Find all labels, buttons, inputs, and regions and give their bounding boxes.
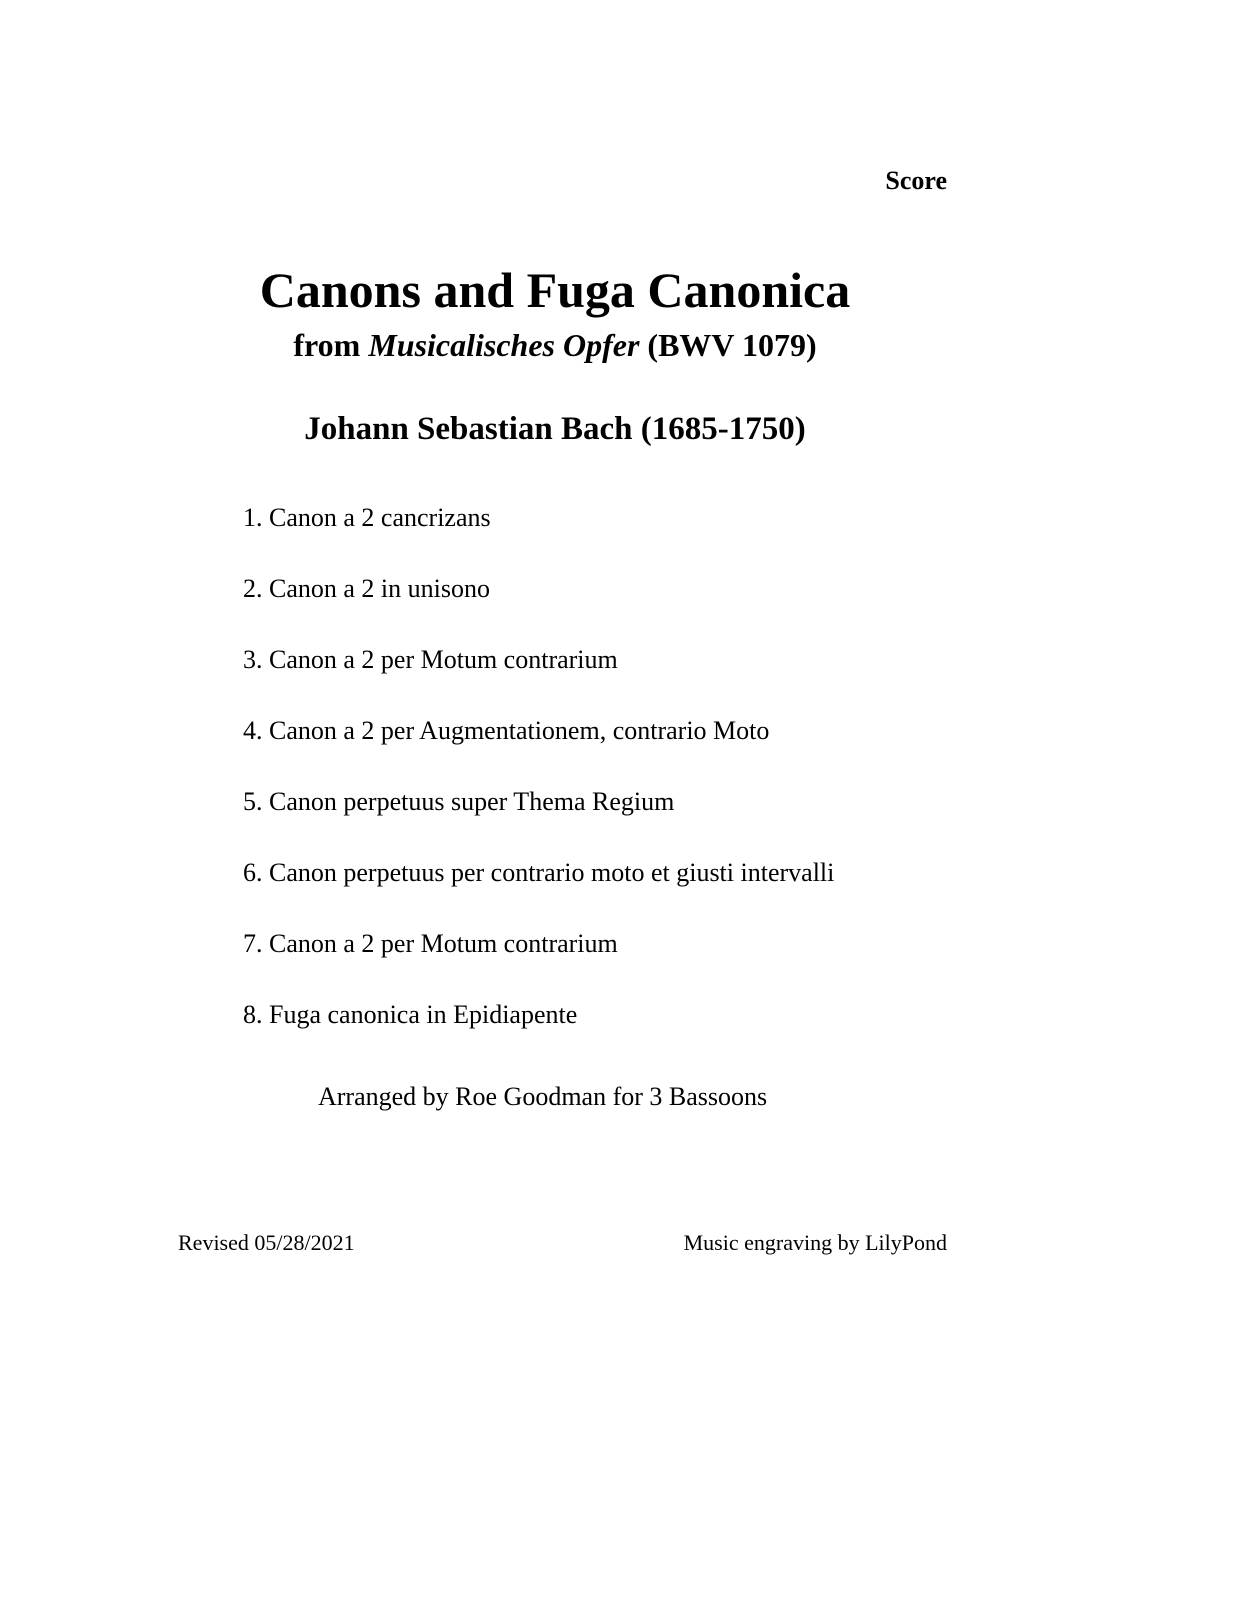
movement-list: [243, 500, 834, 1068]
list-item: 5. Canon perpetuus super Thema Regium: [243, 787, 675, 816]
composer: Johann Sebastian Bach (1685-1750): [304, 411, 806, 447]
list-item: 7. Canon a 2 per Motum contrarium: [243, 929, 618, 958]
list-item: 3. Canon a 2 per Motum contrarium: [243, 645, 618, 674]
subtitle-suffix: (BWV 1079): [639, 327, 817, 363]
list-item: 2. Canon a 2 in unisono: [243, 574, 490, 603]
page-title: Canons and Fuga Canonica: [259, 262, 851, 318]
list-item: 8. Fuga canonica in Epidiapente: [243, 1000, 578, 1029]
subtitle-work: Musicalisches Opfer: [368, 327, 640, 363]
list-item: 4. Canon a 2 per Augmentationem, contrario Moto: [243, 716, 770, 745]
revision-date: Revised 05/28/2021: [178, 1230, 355, 1255]
score-label: Score: [885, 166, 947, 195]
subtitle-prefix: from: [293, 327, 369, 363]
engraving-credit: Music engraving by LilyPond: [683, 1230, 947, 1255]
arranger-credit: Arranged by Roe Goodman for 3 Bassoons: [318, 1082, 768, 1111]
list-item: 6. Canon perpetuus per contrario moto et giusti intervalli: [243, 858, 835, 887]
list-item: 1. Canon a 2 cancrizans: [243, 503, 491, 532]
subtitle: [0, 326, 1110, 364]
